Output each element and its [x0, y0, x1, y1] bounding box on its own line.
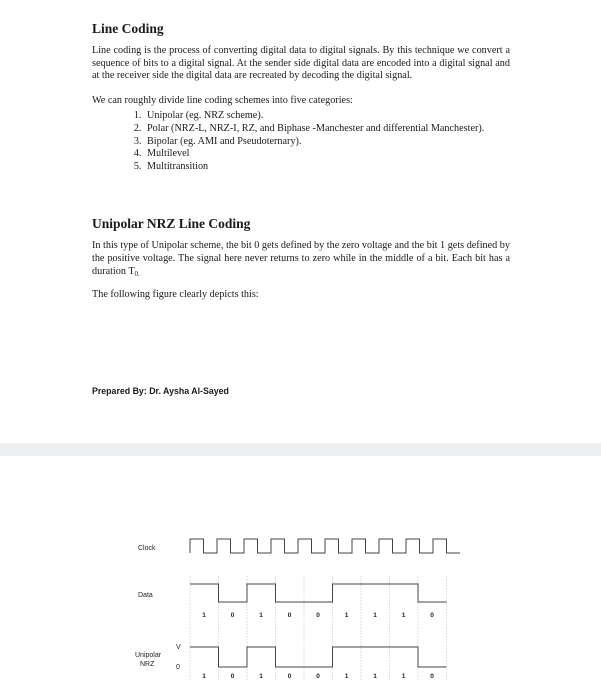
bit-label: 1 [401, 673, 406, 680]
bit-label: 0 [287, 612, 292, 619]
unipolar-paragraph-text: In this type of Unipolar scheme, the bit 0 gets defined by the zero voltage and the bit 1 gets defined by the positive voltage. The signal here never returns to zero while in the middle of a bit. Each bit has a duration T [92, 240, 510, 277]
nrz-label: NRZ [140, 661, 155, 668]
unipolar-nrz-waveform [190, 647, 447, 667]
list-item: 2. Polar (NRZ-L, NRZ-I, RZ, and Biphase -Manchester and differential Manchester). [144, 123, 510, 136]
clock-label: Clock [138, 545, 156, 552]
bit-label: 1 [373, 673, 377, 680]
bit-label: 1 [344, 612, 349, 619]
list-item: 5. Multitransition [144, 161, 510, 174]
bit-label: 1 [202, 673, 206, 680]
unipolar-paragraph [92, 240, 510, 280]
categories-list [92, 110, 510, 173]
clock-waveform [190, 539, 460, 553]
page-content [92, 20, 510, 302]
bit-label: 0 [287, 673, 292, 680]
bit-label: 0 [230, 673, 235, 680]
duration-subscript: 0. [134, 269, 140, 278]
bit-label: 1 [344, 673, 349, 680]
list-item: 4. Multilevel [144, 148, 510, 161]
bit-label: 1 [259, 673, 263, 680]
zero-voltage-label: 0 [176, 664, 180, 671]
bit-label: 0 [230, 612, 235, 619]
bit-label: 0 [316, 673, 320, 680]
unipolar-label: Unipolar [135, 652, 162, 659]
list-item: 1. Unipolar (eg. NRZ scheme). [144, 110, 510, 123]
line-coding-paragraph: Line coding is the process of converting digital data to digital signals. By this technique we convert a sequence of bits to a digital signal. At the sender side digital data are encoded into a digital signal and at the receiver side the digital data are recreated by decoding the digital signal. [92, 45, 510, 82]
author-credit: Prepared By: Dr. Aysha Al-Sayed [92, 386, 229, 396]
list-item: 3. Bipolar (eg. AMI and Pseudoternary). [144, 136, 510, 149]
section-title-unipolar-nrz: Unipolar NRZ Line Coding [92, 216, 251, 232]
data-label: Data [138, 592, 153, 599]
figure-intro: The following figure clearly depicts this: [92, 289, 259, 301]
bit-label: 0 [430, 673, 434, 680]
categories-intro: We can roughly divide line coding schemes into five categories: [92, 94, 353, 106]
nrz-bit-labels [202, 673, 434, 680]
bit-label: 1 [202, 612, 206, 619]
document-page-2 [0, 456, 601, 700]
section-title-line-coding: Line Coding [92, 21, 164, 36]
bit-label: 1 [373, 612, 377, 619]
unipolar-nrz-figure [0, 456, 601, 700]
bit-label: 0 [316, 612, 320, 619]
data-waveform [190, 584, 447, 602]
bit-grid [190, 576, 447, 680]
data-bit-labels [202, 612, 434, 619]
bit-label: 1 [259, 612, 263, 619]
voltage-label: V [176, 644, 181, 651]
bit-label: 0 [430, 612, 434, 619]
bit-label: 1 [401, 612, 406, 619]
